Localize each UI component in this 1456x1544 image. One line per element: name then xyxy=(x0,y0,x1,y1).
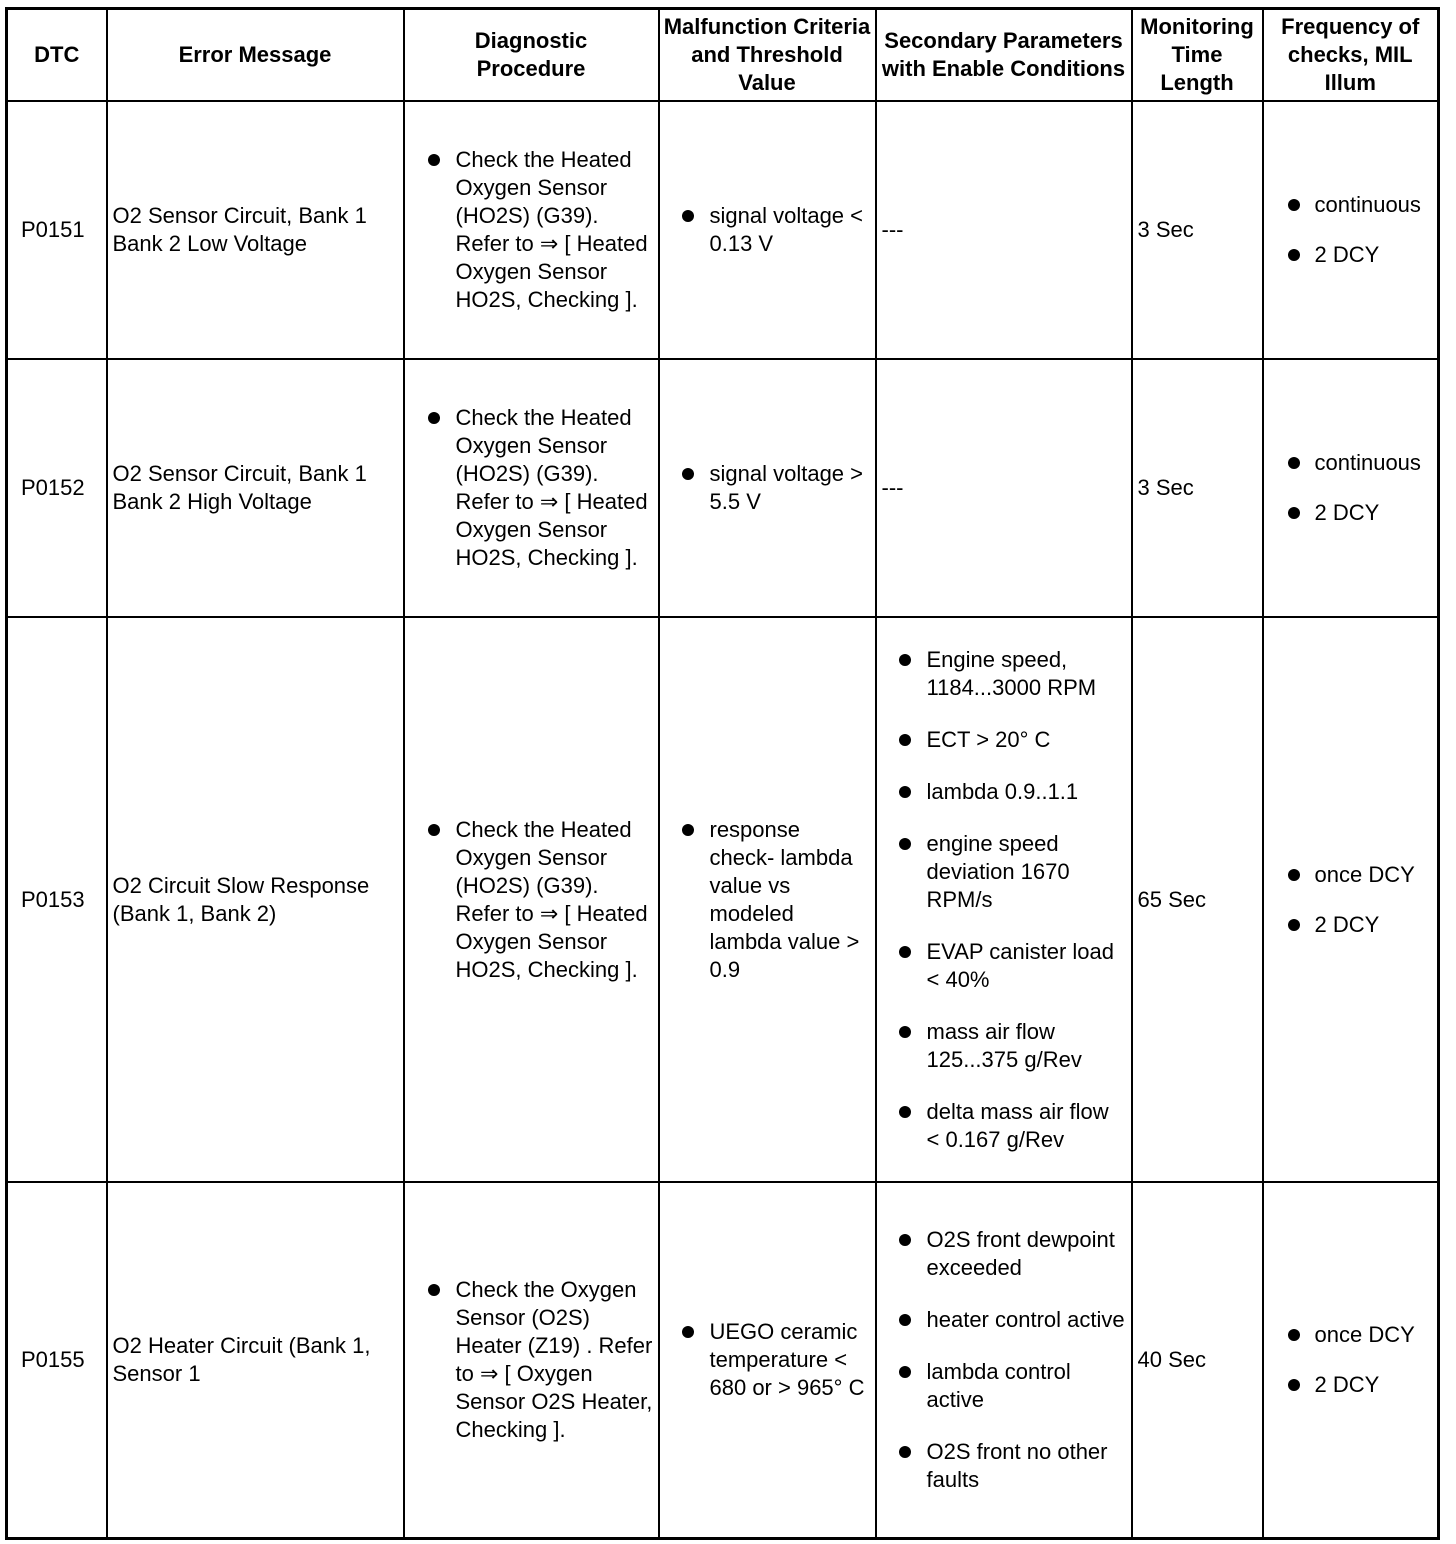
diagnostic-procedure xyxy=(404,101,659,359)
secondary-item: EVAP canister load < 40% xyxy=(882,938,1126,994)
diagnostic-procedure xyxy=(404,1182,659,1538)
secondary-parameters: --- xyxy=(876,359,1132,617)
table-header xyxy=(7,9,1439,102)
monitoring-time: 40 Sec xyxy=(1132,1182,1263,1538)
table-row xyxy=(7,617,1439,1182)
secondary-list xyxy=(882,646,1126,1154)
procedure-list xyxy=(410,404,653,572)
criteria-item: signal voltage > 5.5 V xyxy=(665,460,870,516)
dtc-code: P0153 xyxy=(7,617,107,1182)
secondary-parameters xyxy=(876,1182,1132,1538)
frequency xyxy=(1263,101,1439,359)
frequency-item: 2 DCY xyxy=(1269,1371,1433,1399)
malfunction-criteria xyxy=(659,359,876,617)
monitoring-time: 3 Sec xyxy=(1132,101,1263,359)
secondary-item: lambda control active xyxy=(882,1358,1126,1414)
header-dtc: DTC xyxy=(7,9,107,102)
frequency-list xyxy=(1269,191,1433,269)
dtc-code: P0152 xyxy=(7,359,107,617)
criteria-list xyxy=(665,816,870,984)
procedure-item: Check the Heated Oxygen Sensor (HO2S) (G39). Refer to ⇒ [ Heated Oxygen Sensor HO2S, Checking ]. xyxy=(410,404,653,572)
error-message: O2 Sensor Circuit, Bank 1 Bank 2 High Voltage xyxy=(107,359,404,617)
criteria-item: signal voltage < 0.13 V xyxy=(665,202,870,258)
dtc-table xyxy=(5,7,1440,1540)
secondary-parameters xyxy=(876,617,1132,1182)
frequency-item: continuous xyxy=(1269,449,1433,477)
monitoring-time: 65 Sec xyxy=(1132,617,1263,1182)
procedure-item: Check the Oxygen Sensor (O2S) Heater (Z19) . Refer to ⇒ [ Oxygen Sensor O2S Heater, Checking ]. xyxy=(410,1276,653,1444)
error-message: O2 Heater Circuit (Bank 1, Sensor 1 xyxy=(107,1182,404,1538)
diagnostic-procedure xyxy=(404,359,659,617)
procedure-item: Check the Heated Oxygen Sensor (HO2S) (G39). Refer to ⇒ [ Heated Oxygen Sensor HO2S, Checking ]. xyxy=(410,146,653,314)
frequency-item: 2 DCY xyxy=(1269,911,1433,939)
malfunction-criteria xyxy=(659,617,876,1182)
frequency-list xyxy=(1269,449,1433,527)
secondary-item: O2S front no other faults xyxy=(882,1438,1126,1494)
secondary-item: mass air flow 125...375 g/Rev xyxy=(882,1018,1126,1074)
dtc-code: P0155 xyxy=(7,1182,107,1538)
header-diagnostic-procedure: Diagnostic Procedure xyxy=(404,9,659,102)
frequency-list xyxy=(1269,1321,1433,1399)
error-message: O2 Sensor Circuit, Bank 1 Bank 2 Low Voltage xyxy=(107,101,404,359)
criteria-item: response check- lambda value vs modeled lambda value > 0.9 xyxy=(665,816,870,984)
table-row xyxy=(7,101,1439,359)
frequency-item: once DCY xyxy=(1269,1321,1433,1349)
secondary-list xyxy=(882,1226,1126,1494)
procedure-list xyxy=(410,146,653,314)
criteria-list xyxy=(665,460,870,516)
frequency xyxy=(1263,1182,1439,1538)
criteria-list xyxy=(665,202,870,258)
criteria-list xyxy=(665,1318,870,1402)
frequency xyxy=(1263,617,1439,1182)
malfunction-criteria xyxy=(659,1182,876,1538)
header-row xyxy=(7,9,1439,102)
header-monitoring-time: Monitoring Time Length xyxy=(1132,9,1263,102)
table-row xyxy=(7,359,1439,617)
secondary-item: O2S front dewpoint exceeded xyxy=(882,1226,1126,1282)
dtc-code: P0151 xyxy=(7,101,107,359)
secondary-item: heater control active xyxy=(882,1306,1126,1334)
header-error-message: Error Message xyxy=(107,9,404,102)
secondary-item: delta mass air flow < 0.167 g/Rev xyxy=(882,1098,1126,1154)
frequency-item: 2 DCY xyxy=(1269,499,1433,527)
secondary-item: Engine speed, 1184...3000 RPM xyxy=(882,646,1126,702)
frequency-list xyxy=(1269,861,1433,939)
procedure-list xyxy=(410,1276,653,1444)
error-message: O2 Circuit Slow Response (Bank 1, Bank 2) xyxy=(107,617,404,1182)
header-secondary-parameters: Secondary Parameters with Enable Conditions xyxy=(876,9,1132,102)
secondary-item: lambda 0.9..1.1 xyxy=(882,778,1126,806)
diagnostic-procedure xyxy=(404,617,659,1182)
monitoring-time: 3 Sec xyxy=(1132,359,1263,617)
header-malfunction-criteria: Malfunction Criteria and Threshold Value xyxy=(659,9,876,102)
procedure-list xyxy=(410,816,653,984)
secondary-item: ECT > 20° C xyxy=(882,726,1126,754)
procedure-item: Check the Heated Oxygen Sensor (HO2S) (G39). Refer to ⇒ [ Heated Oxygen Sensor HO2S, Checking ]. xyxy=(410,816,653,984)
frequency-item: once DCY xyxy=(1269,861,1433,889)
table-row xyxy=(7,1182,1439,1538)
frequency xyxy=(1263,359,1439,617)
criteria-item: UEGO ceramic temperature < 680 or > 965° C xyxy=(665,1318,870,1402)
frequency-item: continuous xyxy=(1269,191,1433,219)
malfunction-criteria xyxy=(659,101,876,359)
table-body xyxy=(7,101,1439,1538)
frequency-item: 2 DCY xyxy=(1269,241,1433,269)
header-frequency: Frequency of checks, MIL Illum xyxy=(1263,9,1439,102)
secondary-parameters: --- xyxy=(876,101,1132,359)
secondary-item: engine speed deviation 1670 RPM/s xyxy=(882,830,1126,914)
